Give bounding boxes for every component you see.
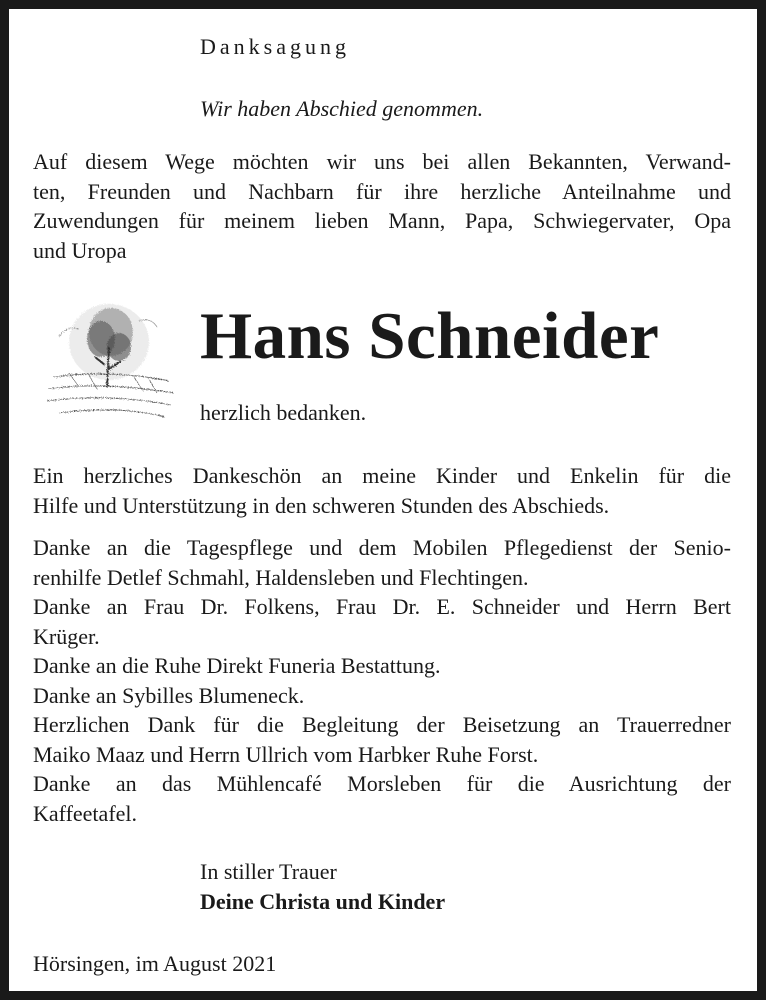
notice-subheading: Wir haben Abschied genommen. [200, 96, 484, 121]
thanks-list-line: Danke an Frau Dr. Folkens, Frau Dr. E. Schneider und Herrn Bert [33, 594, 731, 619]
deceased-name: Hans Schneider [200, 299, 660, 373]
family-paragraph [33, 461, 731, 520]
thanks-list-line: Krüger. [33, 623, 100, 649]
intro-line: und Uropa [33, 237, 127, 263]
thanks-list-line: Danke an Sybilles Blumeneck. [33, 682, 305, 708]
thanks-line: herzlich bedanken. [200, 400, 367, 425]
thanks-list-line: Herzlichen Dank für die Begleitung der Beisetzung an Trauerredner [33, 712, 731, 737]
intro-line: Auf diesem Wege möchten wir uns bei allen Bekannten, Verwand- [33, 149, 731, 174]
notice-heading: Danksagung [200, 34, 350, 59]
thanks-list-line: Maiko Maaz und Herrn Ullrich vom Harbker Ruhe Forst. [33, 741, 539, 767]
intro-line: Zuwendungen für meinem lieben Mann, Papa, Schwiegervater, Opa [33, 208, 731, 233]
intro-line: ten, Freunden und Nachbarn für ihre herzliche Anteilnahme und [33, 178, 731, 204]
family-line: Hilfe und Unterstützung in den schweren Stunden des Abschieds. [33, 492, 610, 518]
thanks-list-line: renhilfe Detlef Schmahl, Haldensleben und Flechtingen. [33, 564, 529, 590]
tree-landscape-icon [39, 277, 179, 427]
intro-paragraph [33, 147, 731, 265]
thanks-list-line: Danke an das Mühlencafé Morsleben für die Ausrichtung der [33, 771, 731, 796]
thanks-list [33, 533, 731, 828]
thanks-list-line: Kaffeetafel. [33, 800, 138, 826]
obituary-notice [9, 9, 757, 991]
signature: Deine Christa und Kinder [200, 889, 446, 914]
family-line: Ein herzliches Dankeschön an meine Kinder und Enkelin für die [33, 463, 731, 488]
thanks-list-line: Danke an die Tagespflege und dem Mobilen Pflegedienst der Senio- [33, 535, 731, 560]
thanks-list-line: Danke an die Ruhe Direkt Funeria Bestattung. [33, 653, 441, 678]
place-date: Hörsingen, im August 2021 [33, 951, 277, 976]
closing-phrase: In stiller Trauer [200, 859, 337, 884]
